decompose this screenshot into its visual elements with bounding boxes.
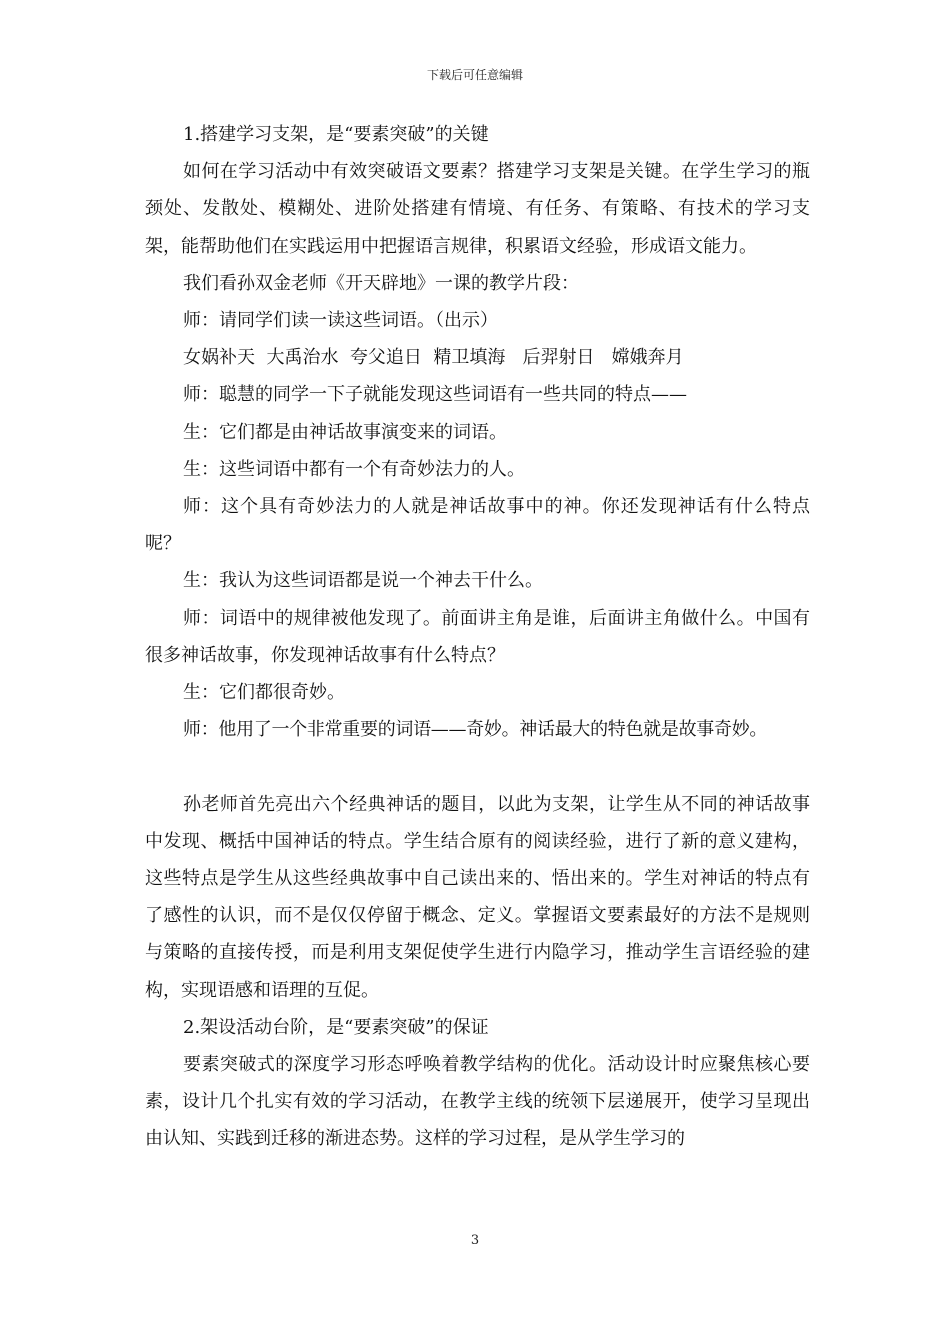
dialogue-line: 师：聪慧的同学一下子就能发现这些词语有一些共同的特点—— (183, 384, 687, 406)
dialogue-line: 生：我认为这些词语都是说一个神去干什么。 (183, 570, 543, 592)
paragraph-spacer (145, 748, 810, 785)
dialogue-line: 师：这个具有奇妙法力的人就是神话故事中的神。你还发现神话有什么特点呢？ (145, 496, 810, 555)
document-body (145, 116, 810, 1158)
lesson-lead: 我们看孙双金老师《开天辟地》一课的教学片段： (183, 272, 579, 294)
page-header: 下载后可任意编辑 (426, 68, 523, 82)
dialogue-line: 师：他用了一个非常重要的词语——奇妙。神话最大的特色就是故事奇妙。 (183, 719, 768, 741)
idiom-list: 女娲补天 大禹治水 夸父追日 精卫填海 后羿射日 嫦娥奔月 (183, 347, 684, 369)
section-1-intro: 如何在学习活动中有效突破语文要素？搭建学习支架是关键。在学生学习的瓶颈处、发散处、模糊处、进阶处搭建有情境、有任务、有策略、有技术的学习支架，能帮助他们在实践运用中把握语言规律，积累语文经验，形成语文能力。 (145, 161, 810, 257)
dialogue-line: 生：它们都是由神话故事演变来的词语。 (183, 421, 507, 443)
page-number: 3 (470, 1233, 480, 1248)
dialogue-line: 生：它们都很奇妙。 (183, 682, 345, 704)
section-1-heading: 1.搭建学习支架，是“要素突破”的关键 (183, 124, 489, 145)
dialogue-line: 生：这些词语中都有一个有奇妙法力的人。 (183, 458, 525, 480)
section-2-heading: 2.架设活动台阶，是“要素突破”的保证 (183, 1016, 489, 1038)
dialogue-line: 师：词语中的规律被他发现了。前面讲主角是谁，后面讲主角做什么。中国有很多神话故事，你发现神话故事有什么特点？ (145, 607, 810, 666)
section-1-analysis: 孙老师首先亮出六个经典神话的题目，以此为支架，让学生从不同的神话故事中发现、概括中国神话的特点。学生结合原有的阅读经验，进行了新的意义建构，这些特点是学生从这些经典故事中自己读出来的、悟出来的。学生对神话的特点有了感性的认识，而不是仅仅停留于概念、定义。掌握语文要素最好的方法不是规则与策略的直接传授，而是利用支架促使学生进行内隐学习，推动学生言语经验的建构，实现语感和语理的互促。 (145, 793, 810, 1001)
section-2-intro: 要素突破式的深度学习形态呼唤着教学结构的优化。活动设计时应聚焦核心要素，设计几个扎实有效的学习活动，在教学主线的统领下层递展开，使学习呈现出由认知、实践到迁移的渐进态势。这样的学习过程，是从学生学习的 (145, 1054, 810, 1150)
dialogue-line: 师：请同学们读一读这些词语。（出示） (183, 310, 498, 332)
